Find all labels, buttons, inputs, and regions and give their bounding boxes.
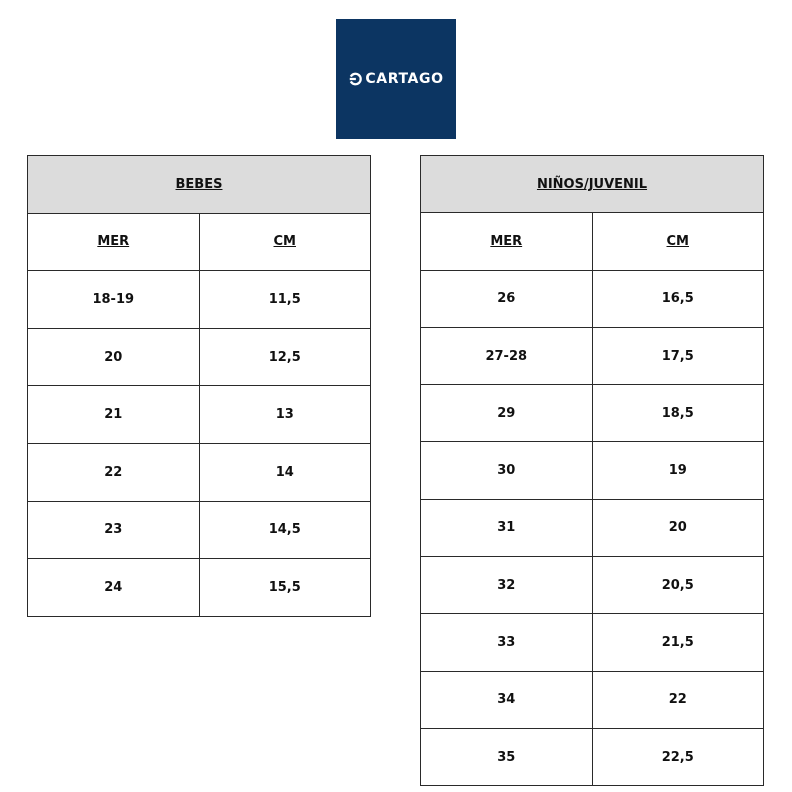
cell-mer: 24 bbox=[28, 559, 200, 617]
cell-mer: 32 bbox=[421, 557, 593, 614]
table-row bbox=[28, 328, 371, 386]
table-row bbox=[28, 443, 371, 501]
table-row bbox=[28, 501, 371, 559]
cell-cm: 20 bbox=[592, 499, 764, 556]
table-row bbox=[28, 271, 371, 329]
cell-mer: 27-28 bbox=[421, 327, 593, 384]
table-row bbox=[421, 557, 764, 614]
size-table-bebes bbox=[27, 155, 371, 617]
cell-cm: 14,5 bbox=[199, 501, 371, 559]
table-row bbox=[28, 559, 371, 617]
cell-mer: 23 bbox=[28, 501, 200, 559]
table-title: NIÑOS/JUVENIL bbox=[421, 156, 764, 213]
size-table-ninos-juvenil bbox=[420, 155, 764, 786]
cell-cm: 16,5 bbox=[592, 270, 764, 327]
cell-cm: 13 bbox=[199, 386, 371, 444]
cell-cm: 22 bbox=[592, 671, 764, 728]
cell-cm: 12,5 bbox=[199, 328, 371, 386]
table-body bbox=[421, 270, 764, 786]
cell-cm: 18,5 bbox=[592, 385, 764, 442]
cell-cm: 11,5 bbox=[199, 271, 371, 329]
cell-mer: 22 bbox=[28, 443, 200, 501]
table-body bbox=[28, 271, 371, 617]
cell-cm: 17,5 bbox=[592, 327, 764, 384]
brand-logo-inner bbox=[348, 71, 443, 87]
cell-cm: 22,5 bbox=[592, 728, 764, 785]
cell-mer: 20 bbox=[28, 328, 200, 386]
table-row bbox=[421, 270, 764, 327]
cell-mer: 30 bbox=[421, 442, 593, 499]
table-row bbox=[421, 671, 764, 728]
cell-mer: 29 bbox=[421, 385, 593, 442]
cartago-logo-mark-icon bbox=[348, 72, 362, 86]
column-header-cm: CM bbox=[199, 213, 371, 271]
cell-cm: 19 bbox=[592, 442, 764, 499]
brand-name: CARTAGO bbox=[365, 71, 444, 87]
cell-cm: 21,5 bbox=[592, 614, 764, 671]
cell-mer: 18-19 bbox=[28, 271, 200, 329]
cell-cm: 14 bbox=[199, 443, 371, 501]
table-row bbox=[421, 728, 764, 785]
table-row bbox=[421, 499, 764, 556]
table-row bbox=[421, 385, 764, 442]
table-row bbox=[421, 442, 764, 499]
cell-mer: 31 bbox=[421, 499, 593, 556]
cell-mer: 33 bbox=[421, 614, 593, 671]
column-header-mer: MER bbox=[28, 213, 200, 271]
table-row bbox=[421, 327, 764, 384]
column-header-cm: CM bbox=[592, 213, 764, 270]
table-row bbox=[421, 614, 764, 671]
table-title: BEBES bbox=[28, 156, 371, 214]
cell-mer: 21 bbox=[28, 386, 200, 444]
cell-mer: 26 bbox=[421, 270, 593, 327]
cell-mer: 35 bbox=[421, 728, 593, 785]
column-header-mer: MER bbox=[421, 213, 593, 270]
cell-cm: 20,5 bbox=[592, 557, 764, 614]
cell-mer: 34 bbox=[421, 671, 593, 728]
table-row bbox=[28, 386, 371, 444]
cell-cm: 15,5 bbox=[199, 559, 371, 617]
brand-logo bbox=[336, 19, 456, 139]
